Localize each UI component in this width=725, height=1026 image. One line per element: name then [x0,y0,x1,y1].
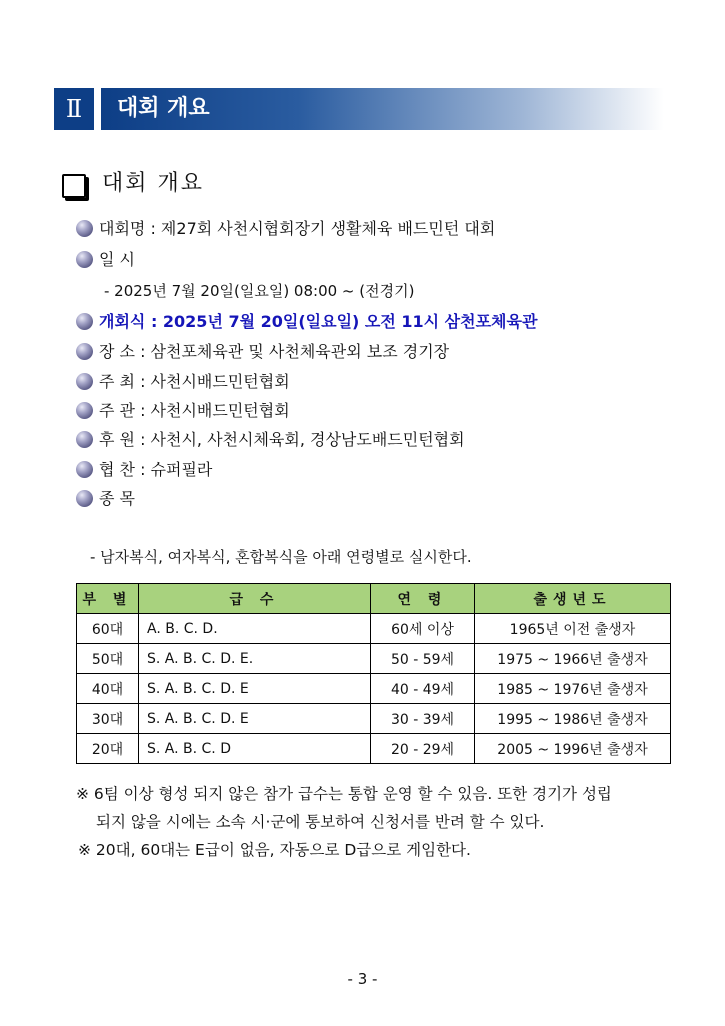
cell-age: 50 - 59세 [371,644,475,674]
note-1-line-2: 되지 않을 시에는 소속 시·군에 통보하여 신청서를 반려 할 수 있다. [96,813,545,831]
cell-birth-year: 1995 ~ 1986년 출생자 [475,704,671,734]
bullet-icon [76,431,93,448]
bullet-icon [76,313,93,330]
info-support: 협 찬 : 슈퍼필라 [76,459,212,481]
header-grade: 급 수 [139,584,371,614]
cell-division: 20대 [77,734,139,764]
info-organizer: 주 관 : 사천시배드민턴협회 [76,400,290,422]
table-row [77,734,671,764]
info-date: 일 시 [76,249,135,271]
info-host: 주 최 : 사천시배드민턴협회 [76,371,290,393]
checkbox-icon [62,174,86,198]
header-age: 연 령 [371,584,475,614]
subheading-text: 대회 개요 [102,171,205,196]
info-events: 종 목 [76,488,135,510]
page-number: - 3 - [347,970,378,988]
cell-birth-year: 2005 ~ 1996년 출생자 [475,734,671,764]
cell-grade: A. B. C. D. [139,614,371,644]
info-date-value: - 2025년 7월 20일(일요일) 08:00 ~ (전경기) [104,282,415,300]
table-row [77,704,671,734]
bullet-icon [76,343,93,360]
cell-age: 40 - 49세 [371,674,475,704]
info-event-name: 대회명 : 제27회 사천시협회장기 생활체육 배드민턴 대회 [76,218,495,240]
cell-division: 40대 [77,674,139,704]
bullet-icon [76,461,93,478]
cell-age: 30 - 39세 [371,704,475,734]
bullet-icon [76,251,93,268]
cell-division: 60대 [77,614,139,644]
section-title: 대회 개요 [117,96,210,121]
cell-division: 50대 [77,644,139,674]
info-opening: 개회식 : 2025년 7월 20일(일요일) 오전 11시 삼천포체육관 [76,311,537,333]
section-title-bar [101,88,664,130]
cell-grade: S. A. B. C. D. E [139,704,371,734]
division-table [76,583,671,764]
cell-division: 30대 [77,704,139,734]
bullet-icon [76,490,93,507]
bullet-icon [76,373,93,390]
table-header-row [77,584,671,614]
section-header [54,88,664,130]
cell-birth-year: 1975 ~ 1966년 출생자 [475,644,671,674]
info-venue: 장 소 : 삼천포체육관 및 사천체육관외 보조 경기장 [76,341,449,363]
header-division: 부 별 [77,584,139,614]
cell-grade: S. A. B. C. D. E [139,674,371,704]
bullet-icon [76,220,93,237]
section-number: Ⅱ [54,88,94,130]
note-2: ※ 20대, 60대는 E급이 없음, 자동으로 D급으로 게임한다. [78,841,471,859]
note-1-line-1: ※ 6팀 이상 형성 되지 않은 참가 급수는 통합 운영 할 수 있음. 또한 경기가 성립 [76,785,612,803]
info-sponsor: 후 원 : 사천시, 사천시체육회, 경상남도배드민턴협회 [76,429,465,451]
header-birth-year: 출생년도 [475,584,671,614]
cell-age: 20 - 29세 [371,734,475,764]
cell-grade: S. A. B. C. D [139,734,371,764]
table-row [77,644,671,674]
cell-age: 60세 이상 [371,614,475,644]
cell-birth-year: 1965년 이전 출생자 [475,614,671,644]
table-row [77,674,671,704]
cell-grade: S. A. B. C. D. E. [139,644,371,674]
info-events-desc: - 남자복식, 여자복식, 혼합복식을 아래 연령별로 실시한다. [90,548,472,566]
cell-birth-year: 1985 ~ 1976년 출생자 [475,674,671,704]
bullet-icon [76,402,93,419]
table-row [77,614,671,644]
